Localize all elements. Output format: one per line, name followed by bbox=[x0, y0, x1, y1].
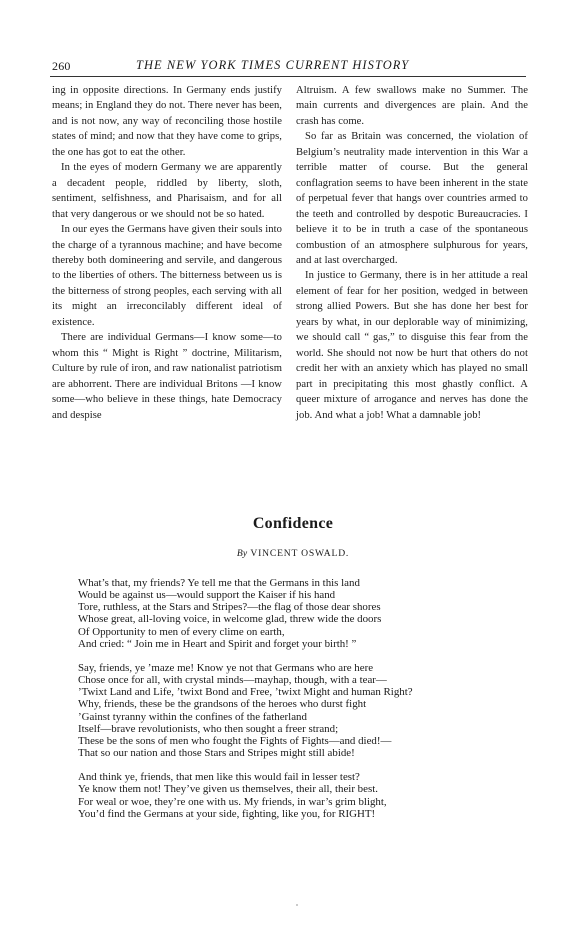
poem-stanza bbox=[78, 662, 538, 759]
poem-line: Chose once for all, with crystal minds—mayhap, though, with a tear— bbox=[78, 674, 387, 687]
poem-line: What’s that, my friends? Ye tell me that the Germans in this land bbox=[78, 577, 360, 589]
page-number: 260 bbox=[52, 59, 71, 73]
byline-by: By bbox=[236, 548, 248, 559]
poem-byline bbox=[0, 548, 586, 559]
paragraph: In justice to Germany, there is in her attitude a real element of fear for her position, wedged in between strong allied Powers. But she has done her best for years by what, in our deplorable way of minimizing, we should call “ gas,” to disguise this fear from the world. She should not now be hurt that others do not credit her with an anxiety which has played no small part in precipitating this most ghastly conflict. A queer mixture of arrogance and nerves has done the job. And what a job! What a damnable job! bbox=[296, 270, 528, 421]
paragraph: ing in opposite directions. In Germany ends justify means; in England they do not. There never has been, and is not now, any way of reconciling those hostile states of mind; and now that they have come to grips, the one has got to eat the other. bbox=[52, 85, 282, 158]
poem-line: And think ye, friends, that men like this would fail in lesser test? bbox=[78, 771, 360, 784]
poem-line: You’d find the Germans at your side, fighting, like you, for RIGHT! bbox=[78, 807, 376, 820]
poem-line: Itself—brave revolutionists, who then sought a freer strand; bbox=[78, 722, 339, 735]
poem-line: For weal or woe, they’re one with us. My friends, in war’s grim blight, bbox=[78, 795, 387, 808]
poem-line: Of Opportunity to men of every clime on earth, bbox=[78, 625, 285, 638]
left-column bbox=[52, 83, 282, 423]
paragraph: In the eyes of modern Germany we are apparently a decadent people, riddled by liberty, sloth, sentiment, selfishness, and Pharisaism, and for all that very dangerous or we should not be so hated. bbox=[52, 162, 282, 220]
header-rule bbox=[50, 76, 526, 77]
print-speck bbox=[296, 904, 298, 906]
poem-line: These be the sons of men who fought the Fights of Fights—and died!— bbox=[78, 734, 392, 747]
poem-line: That so our nation and those Stars and Stripes might still abide! bbox=[78, 747, 355, 760]
page-header bbox=[50, 56, 526, 78]
poem-line: Ye know them not! They’ve given us themselves, their all, their best. bbox=[78, 783, 378, 796]
paragraph: There are individual Germans—I know some—to whom this “ Might is Right ” doctrine, Militarism, Culture by rule of iron, and raw nationalist patriotism are abhorrent. There are individual Britons —I know some—who believe in these things, hate Democracy and despise bbox=[52, 332, 282, 421]
paragraph: Altruism. A few swallows make no Summer. The main currents and divergences are plain. And the crash has come. bbox=[296, 85, 528, 127]
running-head: THE NEW YORK TIMES CURRENT HISTORY bbox=[136, 58, 410, 72]
poem-title: Confidence bbox=[252, 515, 334, 532]
poem-author: VINCENT OSWALD. bbox=[250, 548, 350, 559]
poem-line: ’Gainst tyranny within the confines of the fatherland bbox=[78, 710, 307, 723]
poem-line: Say, friends, ye ’maze me! Know ye not that Germans who are here bbox=[78, 661, 374, 674]
poem-stanza bbox=[78, 771, 538, 820]
poem-line: Whose great, all-loving voice, in welcome glad, threw wide the doors bbox=[78, 613, 382, 626]
poem-line: Tore, ruthless, at the Stars and Stripes?—the flag of those dear shores bbox=[78, 601, 381, 614]
poem-body bbox=[78, 577, 538, 832]
poem-line: And cried: “ Join me in Heart and Spirit and forget your birth! ” bbox=[78, 637, 357, 650]
poem-line: Why, friends, these be the grandsons of the heroes who durst fight bbox=[78, 698, 367, 711]
right-column bbox=[296, 83, 528, 423]
poem-line: Would be against us—would support the Kaiser if his hand bbox=[78, 589, 336, 602]
paragraph: In our eyes the Germans have given their souls into the charge of a tyrannous machine; and have become thereby both domineering and servile, and dangerous to the liberties of others. The bitterness between us is the bitterness of strong peoples, each serving with all its might an irreconcilably different ideal of existence. bbox=[52, 224, 282, 328]
poem-stanza bbox=[78, 577, 538, 650]
poem-line: ’Twixt Land and Life, ’twixt Bond and Free, ’twixt Might and human Right? bbox=[78, 686, 413, 699]
paragraph: So far as Britain was concerned, the violation of Belgium’s neutrality made intervention in this War a terrible matter of course. But the general conflagration seems to have been inherent in the state of perpetual fever that hangs over countries armed to the teeth and controlled by despotic Bureaucracies. I believe it to be in truth a case of the spontaneous combustion of an atmosphere sulphurous for years, and at last overcharged. bbox=[296, 131, 528, 266]
